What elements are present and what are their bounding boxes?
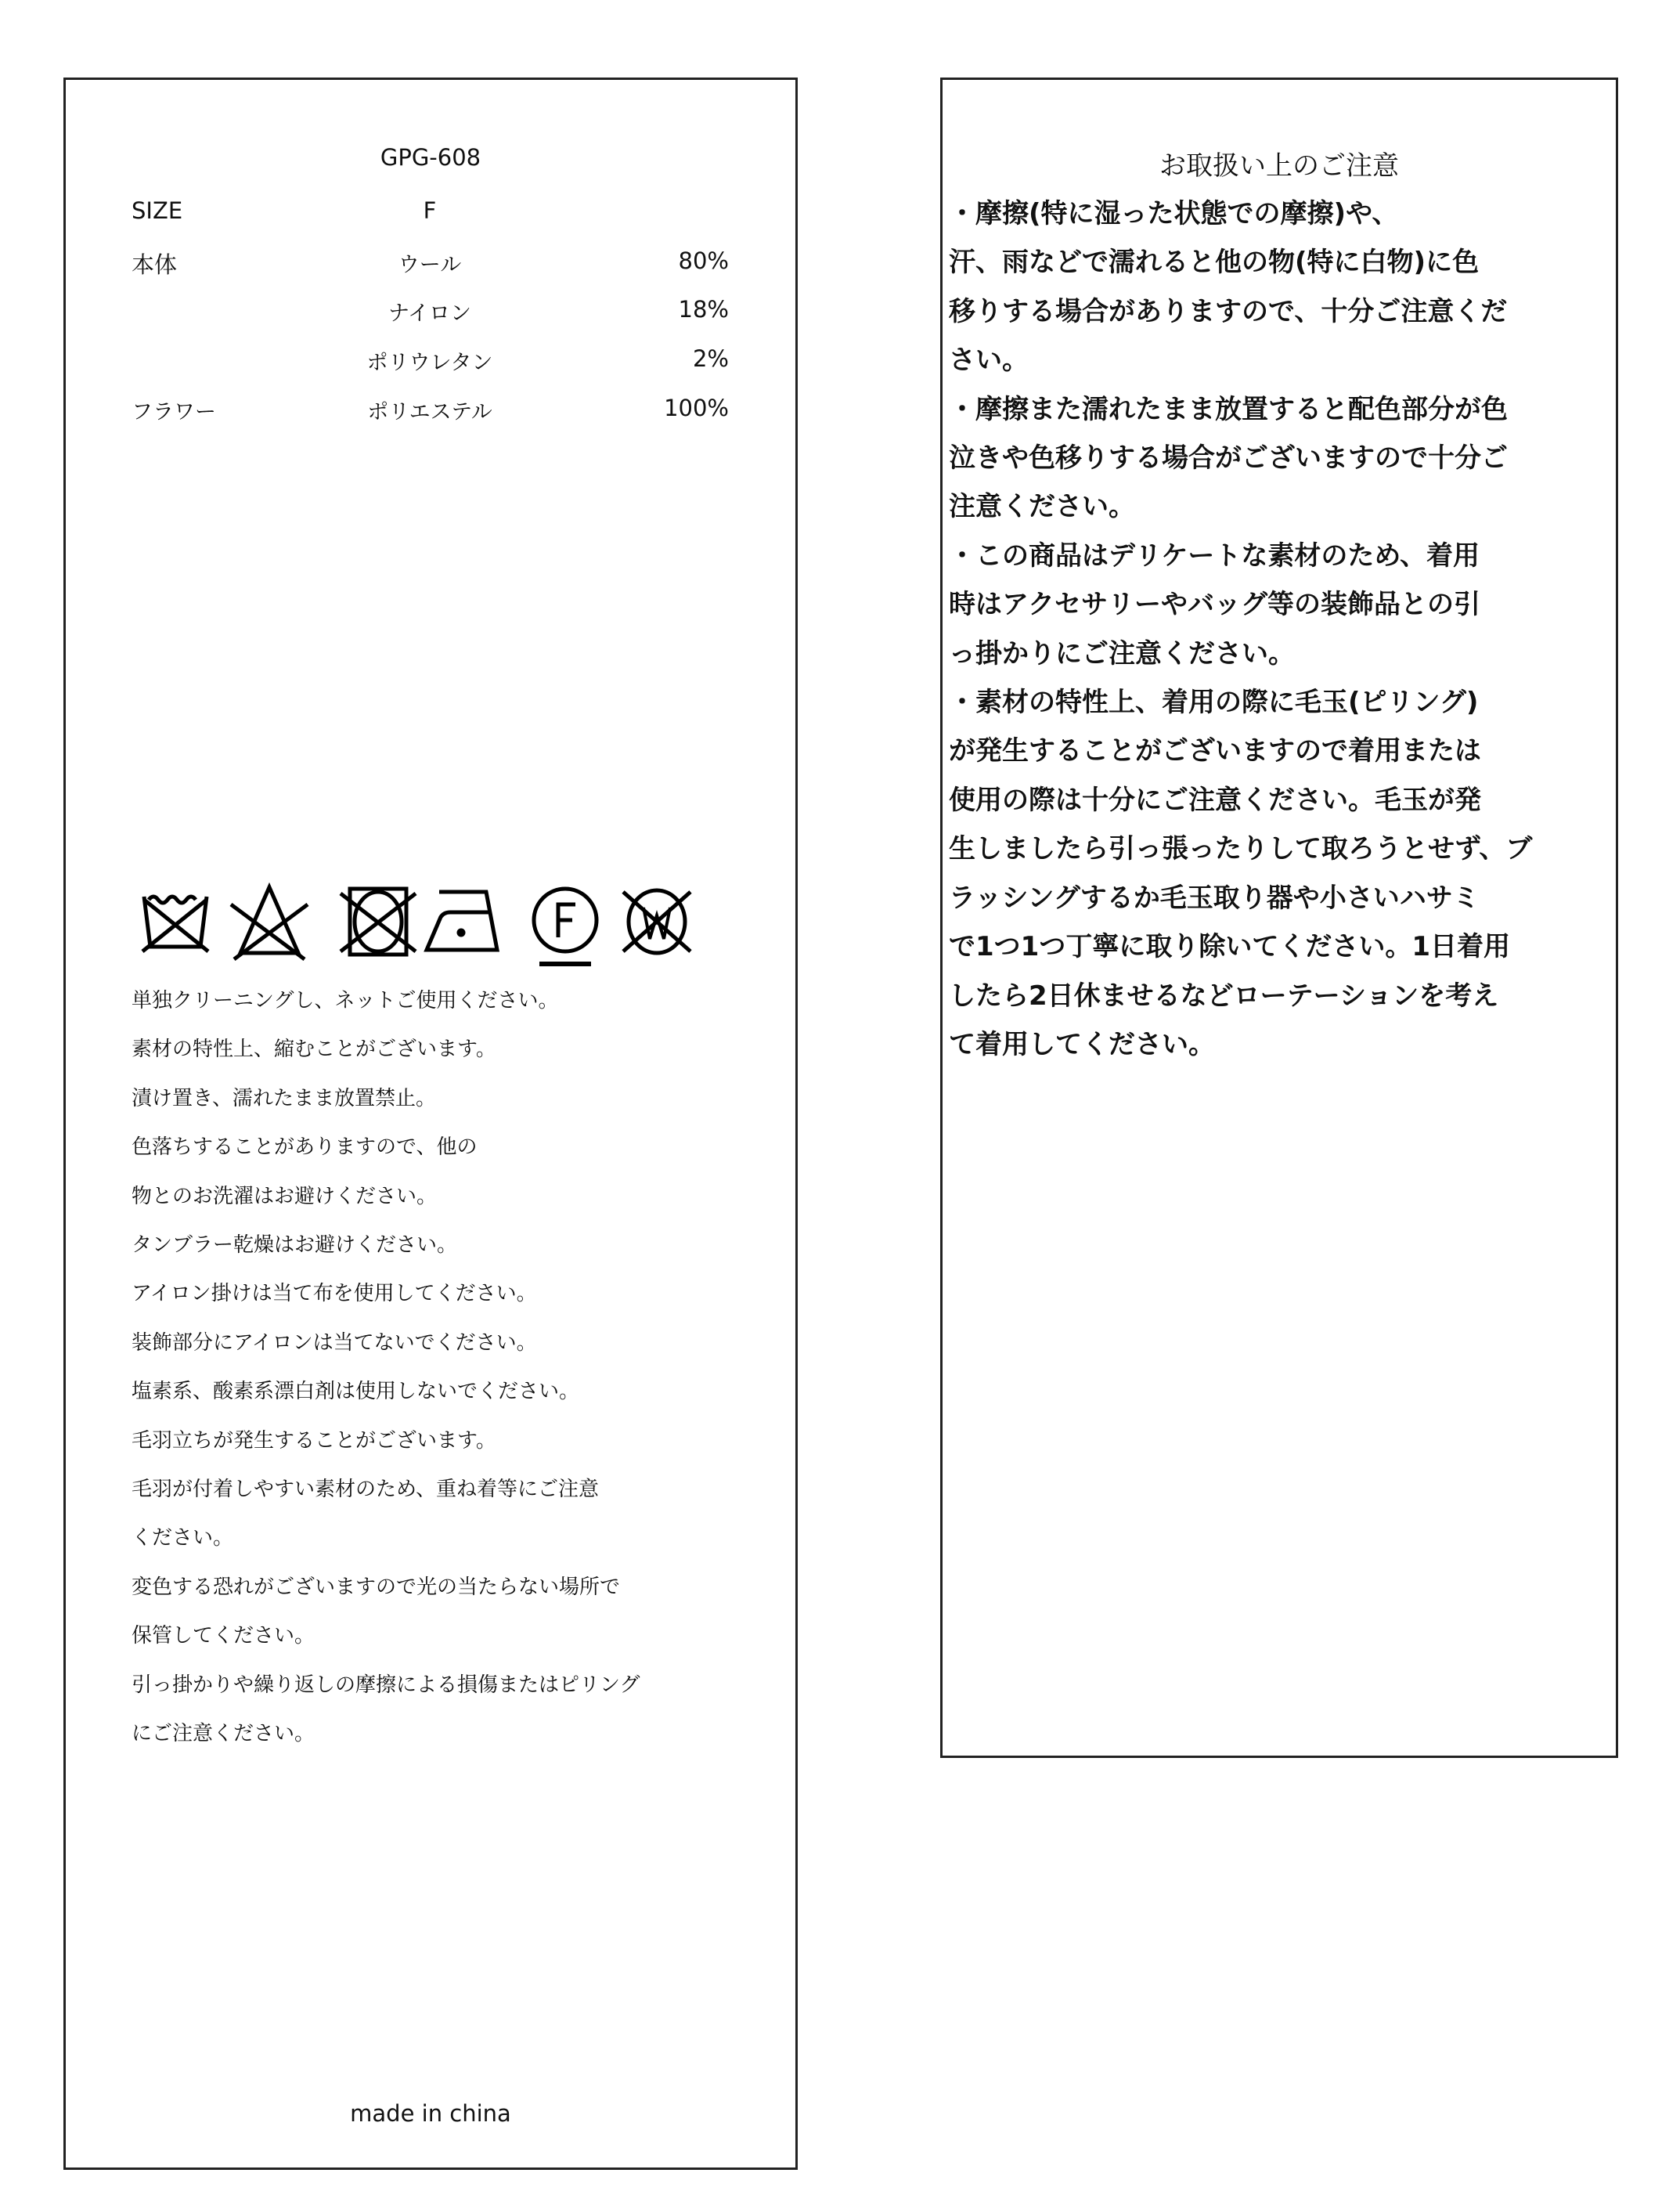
composition-percent: 80% <box>678 247 729 274</box>
composition-percent: 100% <box>664 395 729 421</box>
caution-line: 移りする場合がありますので、十分ご注意くだ <box>949 295 1508 327</box>
care-line: ください。 <box>132 1526 234 1550</box>
caution-line: ・摩擦(特に湿った状態での摩擦)や、 <box>949 198 1399 229</box>
caution-line: 生しましたら引っ張ったりして取ろうとせず、ブ <box>949 833 1533 865</box>
caution-line: ・摩擦また濡れたまま放置すると配色部分が色 <box>949 393 1508 425</box>
care-line: 漬け置き、濡れたまま放置禁止。 <box>132 1086 436 1110</box>
care-symbols <box>66 883 795 984</box>
composition-material: ウール <box>398 253 462 277</box>
caution-line: 使用の際は十分にご注意ください。毛玉が発 <box>949 784 1481 816</box>
product-code: GPG-608 <box>380 144 481 171</box>
caution-line: て着用してください。 <box>949 1028 1215 1060</box>
caution-line: ・この商品はデリケートな素材のため、着用 <box>949 540 1480 572</box>
care-line: 毛羽立ちが発生することがございます。 <box>132 1428 496 1453</box>
care-label-back <box>940 78 1618 1758</box>
no-tumble-dry-icon <box>336 883 422 961</box>
care-line: 毛羽が付着しやすい素材のため、重ね着等にご注意 <box>132 1478 599 1502</box>
caution-line: 泣きや色移りする場合がございますので十分ご <box>949 442 1508 475</box>
iron-low-icon <box>422 883 508 961</box>
caution-line: したら2日休ませるなどローテーションを考え <box>949 980 1499 1012</box>
care-line: 素材の特性上、縮むことがございます。 <box>132 1038 496 1062</box>
care-line: 装飾部分にアイロンは当てないでください。 <box>132 1330 537 1355</box>
care-line: にご注意ください。 <box>132 1722 315 1746</box>
dry-clean-f-icon <box>524 883 610 969</box>
caution-line: ラッシングするか毛玉取り器や小さいハサミ <box>949 882 1480 914</box>
composition-percent: 18% <box>678 296 729 323</box>
composition-material: ナイロン <box>388 301 472 326</box>
country-of-origin: made in china <box>350 2100 511 2127</box>
care-line: 引っ掛かりや繰り返しの摩擦による損傷またはピリング <box>132 1673 640 1697</box>
caution-title: お取扱い上のご注意 <box>1159 150 1399 182</box>
care-line: タンブラー乾燥はお避けください。 <box>132 1233 458 1258</box>
caution-text <box>949 189 1532 1069</box>
care-line: アイロン掛けは当て布を使用してください。 <box>132 1282 537 1306</box>
composition-part: 本体 <box>132 251 178 278</box>
composition-material: ポリウレタン <box>366 351 493 375</box>
care-line: 物とのお洗濯はお避けください。 <box>132 1184 438 1208</box>
no-bleach-icon <box>226 883 312 969</box>
care-instructions <box>132 976 640 1759</box>
composition-part: フラワー <box>132 400 216 424</box>
size-value: F <box>423 197 437 224</box>
caution-line: ・素材の特性上、着用の際に毛玉(ピリング) <box>949 687 1479 719</box>
no-wet-clean-icon <box>614 883 700 961</box>
caution-line: 注意ください。 <box>949 491 1135 523</box>
care-line: 変色する恐れがございますので光の当たらない場所で <box>132 1575 621 1599</box>
caution-line: さい。 <box>949 345 1029 377</box>
caution-line: 時はアクセサリーやバッグ等の装飾品との引 <box>949 589 1480 621</box>
care-line: 単独クリーニングし、ネットご使用ください。 <box>132 989 559 1012</box>
composition-percent: 2% <box>692 345 729 372</box>
composition-material: ポリエステル <box>367 400 492 424</box>
size-label: SIZE <box>132 197 183 224</box>
caution-line: 汗、雨などで濡れると他の物(特に白物)に色 <box>949 247 1480 279</box>
caution-line: が発生することがございますので着用または <box>949 735 1481 767</box>
care-line: 色落ちすることがありますので、他の <box>132 1135 478 1160</box>
care-label-front <box>63 78 798 2170</box>
no-wash-icon <box>136 883 215 961</box>
caution-line: で1つ1つ丁寧に取り除いてください。1日着用 <box>949 931 1510 963</box>
caution-line: っ掛かりにご注意ください。 <box>949 637 1295 670</box>
care-line: 保管してください。 <box>132 1624 315 1648</box>
care-line: 塩素系、酸素系漂白剤は使用しないでください。 <box>132 1380 580 1404</box>
